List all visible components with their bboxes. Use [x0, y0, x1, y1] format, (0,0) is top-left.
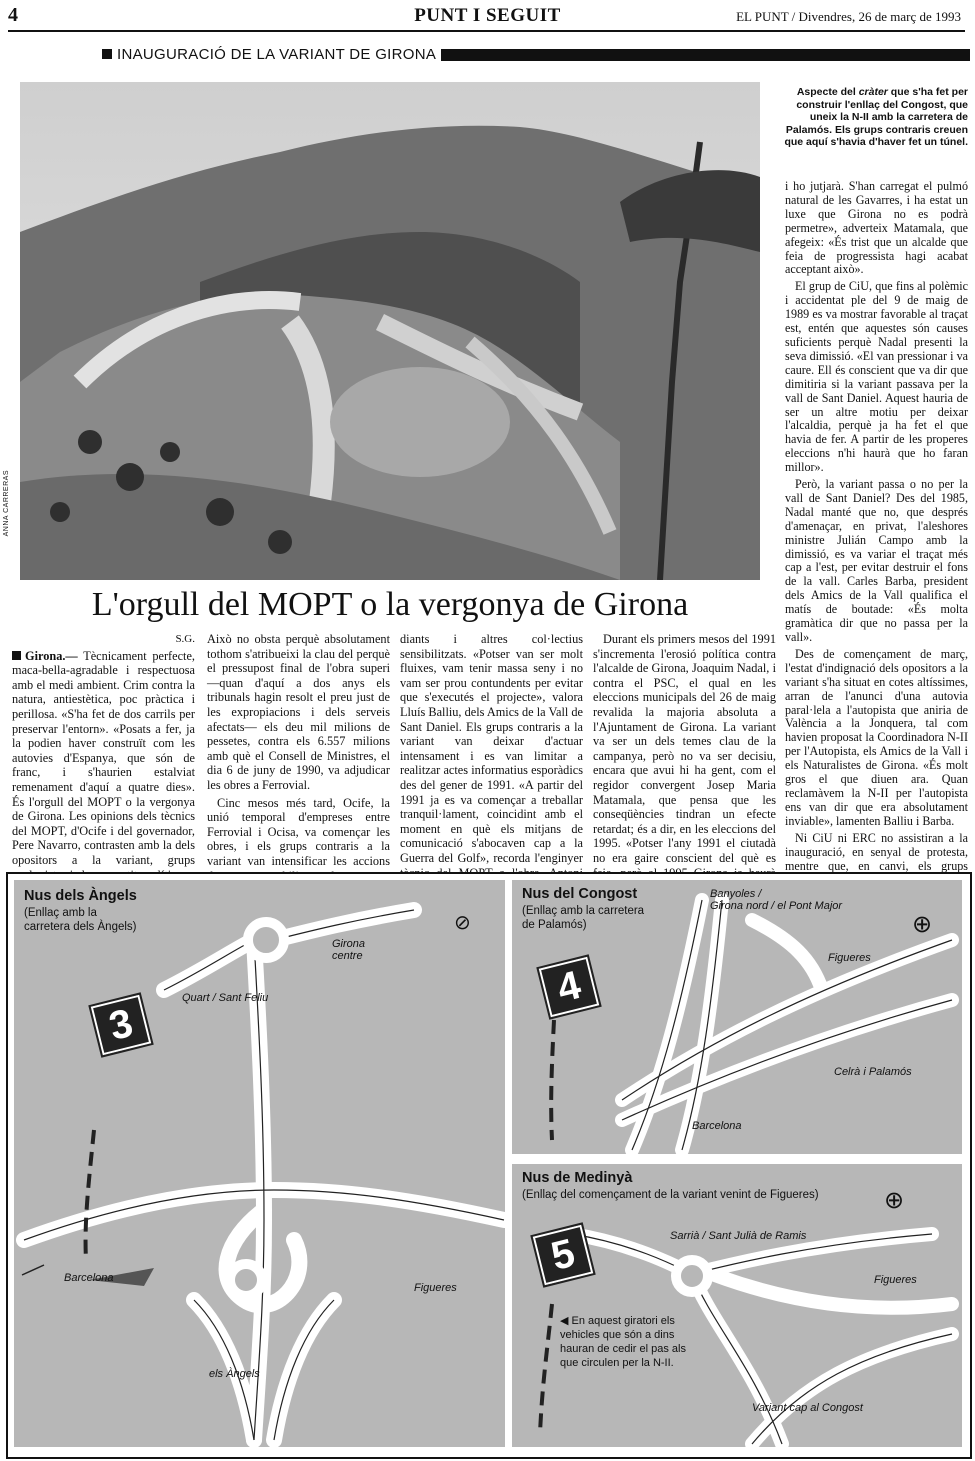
article-column-4 [593, 632, 776, 898]
panel-nus-medinya [512, 1164, 962, 1447]
article-paragraph: Però, la variant passa o no per la vall de Sant Daniel? Des del 1985, Nadal manté que no, que després d'amenaçar, en privat, l'aleshores ministre Julián Campo amb la dimissió, es va variar el traçat més cap a l'est, per evitar destruir el fons de la vall. Carles Barba, president dels Amics de la Vall qualifica el matís de boutade: «És molta gramàtica dir que no passa per la vall». [785, 477, 968, 644]
article-paragraph: i ho jutjarà. S'han carregat el pulmó natural de les Gavarres, i ha estat un luxe que Girona no es podrà permetre», adverteix Matamala, que afegeix: «És trist que un alcalde que feia de progressista hagi acabat acceptant això». [785, 179, 968, 277]
headline: L'orgull del MOPT o la vergonya de Girona [91, 586, 689, 623]
congost-label-figueres: Figueres [828, 952, 871, 964]
article-paragraph: diants i altres col·lectius sensibilitzats. «Potser van ser molt fluixes, vam tenir massa seny i no vam ser prou contundents per evitar que s'executés el projecte», valora Lluís Balliu, dels Amics de la Vall de Sant Daniel. Els grups contraris a la variant van deixar d'actuar intensament i es van limitar a realitzar actes informatius esporàdics des del gener de 1991. «A partir del 1991 ja es va començar a treballar tranquil·lament, coincidint amb el moment en què els mitjans de comunicació s'abocaven cap a la Guerra del Golf», recorda l'enginyer [400, 632, 583, 865]
medinya-note: ◀ En aquest giratori els vehicles que són a dins hauran de cedir el pas als que circulen per la N-II. [560, 1315, 686, 1369]
caption-part-2: cràter [858, 86, 888, 98]
north-arrow-icon: ⊕ [912, 910, 933, 938]
kicker-text: INAUGURACIÓ DE LA VARIANT DE GIRONA [117, 46, 437, 63]
header-rule [8, 30, 965, 32]
article-column-1 [12, 632, 195, 885]
photo-caption [768, 86, 968, 149]
congost-label-celra: Celrà i Palamós [834, 1066, 912, 1078]
angels-road-diagram [14, 880, 505, 1447]
photo-credit: ANNA CARRERAS [3, 470, 10, 537]
north-arrow-icon: ⊕ [884, 1186, 905, 1214]
angels-label-barcelona: Barcelona [64, 1272, 114, 1284]
medinya-subtitle: (Enllaç del començament de la variant venint de Figueres) [522, 1189, 819, 1201]
angels-label-figueres: Figueres [414, 1282, 457, 1294]
angels-subtitle: (Enllaç amb la carretera dels Àngels) [24, 907, 137, 933]
kicker [102, 46, 441, 63]
lead-place: Girona.— [12, 649, 78, 663]
panel-nus-congost [512, 880, 962, 1154]
angels-title: Nus dels Àngels [24, 888, 137, 904]
medinya-number-badge: 5 [533, 1225, 594, 1286]
angels-label-angels: els Àngels [209, 1368, 260, 1380]
congost-title: Nus del Congost [522, 886, 638, 902]
congost-label-barcelona: Barcelona [692, 1120, 742, 1132]
article-column-3 [400, 632, 583, 898]
article-paragraph: Cinc mesos més tard, Ocife, la unió temporal d'empreses entre Ferrovial i Ocisa, va començar les obres, i els grups contraris a la variant van intensificar les accions [207, 795, 390, 868]
caption-part-1: Aspecte del [796, 86, 859, 98]
article-paragraph: El grup de CiU, que fins al polèmic i accidentat ple del 9 de maig de 1989 es va mostrar favorable al traçat est, entén que aquestes són causes suficients perquè Nadal presenti la seva dimissió. «El van pressionar i va caure. Ell és conscient que va dir que dimitiria si la variant passava per la vall de Sant Daniel. Aquest hauria de ser un altre motiu per deixar l'alcaldia, perquè ja ha fet el que havia de fer. A partir de les properes eleccions n'hi haurà que ho faran millor». [785, 279, 968, 475]
interchange-graphics [6, 872, 972, 1459]
page-number: 4 [8, 4, 18, 26]
article-paragraph: Girona.— Tècnicament perfecte, maca-bella-agradable i respectuosa amb el medi ambient. Crim contra la natura, antiestètica, poc pràctica i perillosa. «S'ha fet de dos carrils per preservar l'entorn». «Posats a fer, ja la podien haver construït com les autovies d'Espanya, que són de franc, i s'haurien estalviat remenament d'aquí a quatre dies». És l'orgull del MOPT o la vergonya de Girona. Les opinions dels tècnics del MOPT, d'Ocife i del governador, Pere Navarro, contrasten amb la dels opositors a la variant, grups [12, 648, 196, 867]
north-arrow-icon: ⊘ [454, 910, 471, 934]
medinya-title: Nus de Medinyà [522, 1170, 633, 1186]
medinya-label-figueres: Figueres [874, 1274, 917, 1286]
article-paragraph: Durant els primers mesos del 1991 s'incrementa l'erosió política contra l'alcalde de Girona, Joaquim Nadal, i contra el PSC, el qual en les eleccions municipals del 26 de maig revalida la majoria absoluta a l'Ajuntament de Girona. La variant va ser un dels temes clau de la campanya, però no va ser decisiu, encara que avui hi ha gent, com el regidor convergent Josep Maria Matamala, que pensa que les conseqüències tindran un efecte retardat; és a dir, en les eleccions del 1995. «Potser l'any 1991 el ciutadà no era gaire conscient del què es [593, 632, 776, 865]
angels-label-girona-centre: Girona centre [332, 938, 366, 962]
medinya-label-variant: Variant cap al Congost [752, 1402, 863, 1414]
article-column-5 [785, 180, 968, 890]
note-arrow-icon: ◀ [560, 1315, 569, 1327]
article-paragraph: Això no obsta perquè absolutament tothom s'atribueixi la clau del perquè el pressupost final de l'obra superi —quan d'aquí a dos anys els tribunals hagin resolt el preu just de les expropiacions i dels serveis afectats— els deu mil milions de pessetes, contra els 6.557 milions amb què el Consell de Ministres, el dia 6 de juny de 1990, va adjudicar les obres a Ferrovial. [207, 632, 390, 792]
caption-part-3: que s'ha fet per construir l'enllaç del Congost, que uneix la N-II amb la carretera de Palamós. Els grups contraris creuen que aquí s'havia d'haver fet un túnel. [784, 86, 968, 148]
panel-nus-angels [14, 880, 505, 1447]
angels-label-quart: Quart / Sant Feliu [182, 992, 269, 1004]
byline: S.G. [175, 633, 195, 645]
article-column-2 [207, 632, 390, 886]
photo-crater [20, 82, 760, 580]
congost-subtitle: (Enllaç amb la carretera de Palamós) [522, 905, 645, 931]
article-paragraph: Des de començament de març, l'estat d'indignació dels opositors a la variant s'ha situat en cotes altíssimes, arran de l'anunci d'una autovia paral·lela a l'autopista que aniria de València a la Jonquera, tal com havien proposat la Coordinadora N-II per l'Autopista, els Amics de la Vall i els Naturalistes de Girona. «És molt gros el que diuen ara. Quan reclamàvem la N-II per l'autopista ens van dir que era absolutament inviable», lamenten Balliu i Barba. [785, 646, 968, 828]
kicker-square-icon [102, 49, 112, 59]
dateline: EL PUNT / Divendres, 26 de març de 1993 [736, 9, 961, 24]
angels-number-badge: 3 [91, 995, 152, 1056]
medinya-label-sarria: Sarrià / Sant Julià de Ramis [670, 1230, 807, 1242]
congost-number-badge: 4 [539, 957, 600, 1018]
lead-square-icon [12, 651, 21, 660]
photo-illustration [20, 82, 760, 580]
congost-label-banyoles: Banyoles / Girona nord / el Pont Major [710, 888, 843, 912]
article-paragraph: Ni CiU ni ERC no assistiran a la inauguració, en senyal de protesta, mentre que, en canvi, els grups [785, 830, 968, 873]
section-title: PUNT I SEGUIT [414, 5, 561, 26]
